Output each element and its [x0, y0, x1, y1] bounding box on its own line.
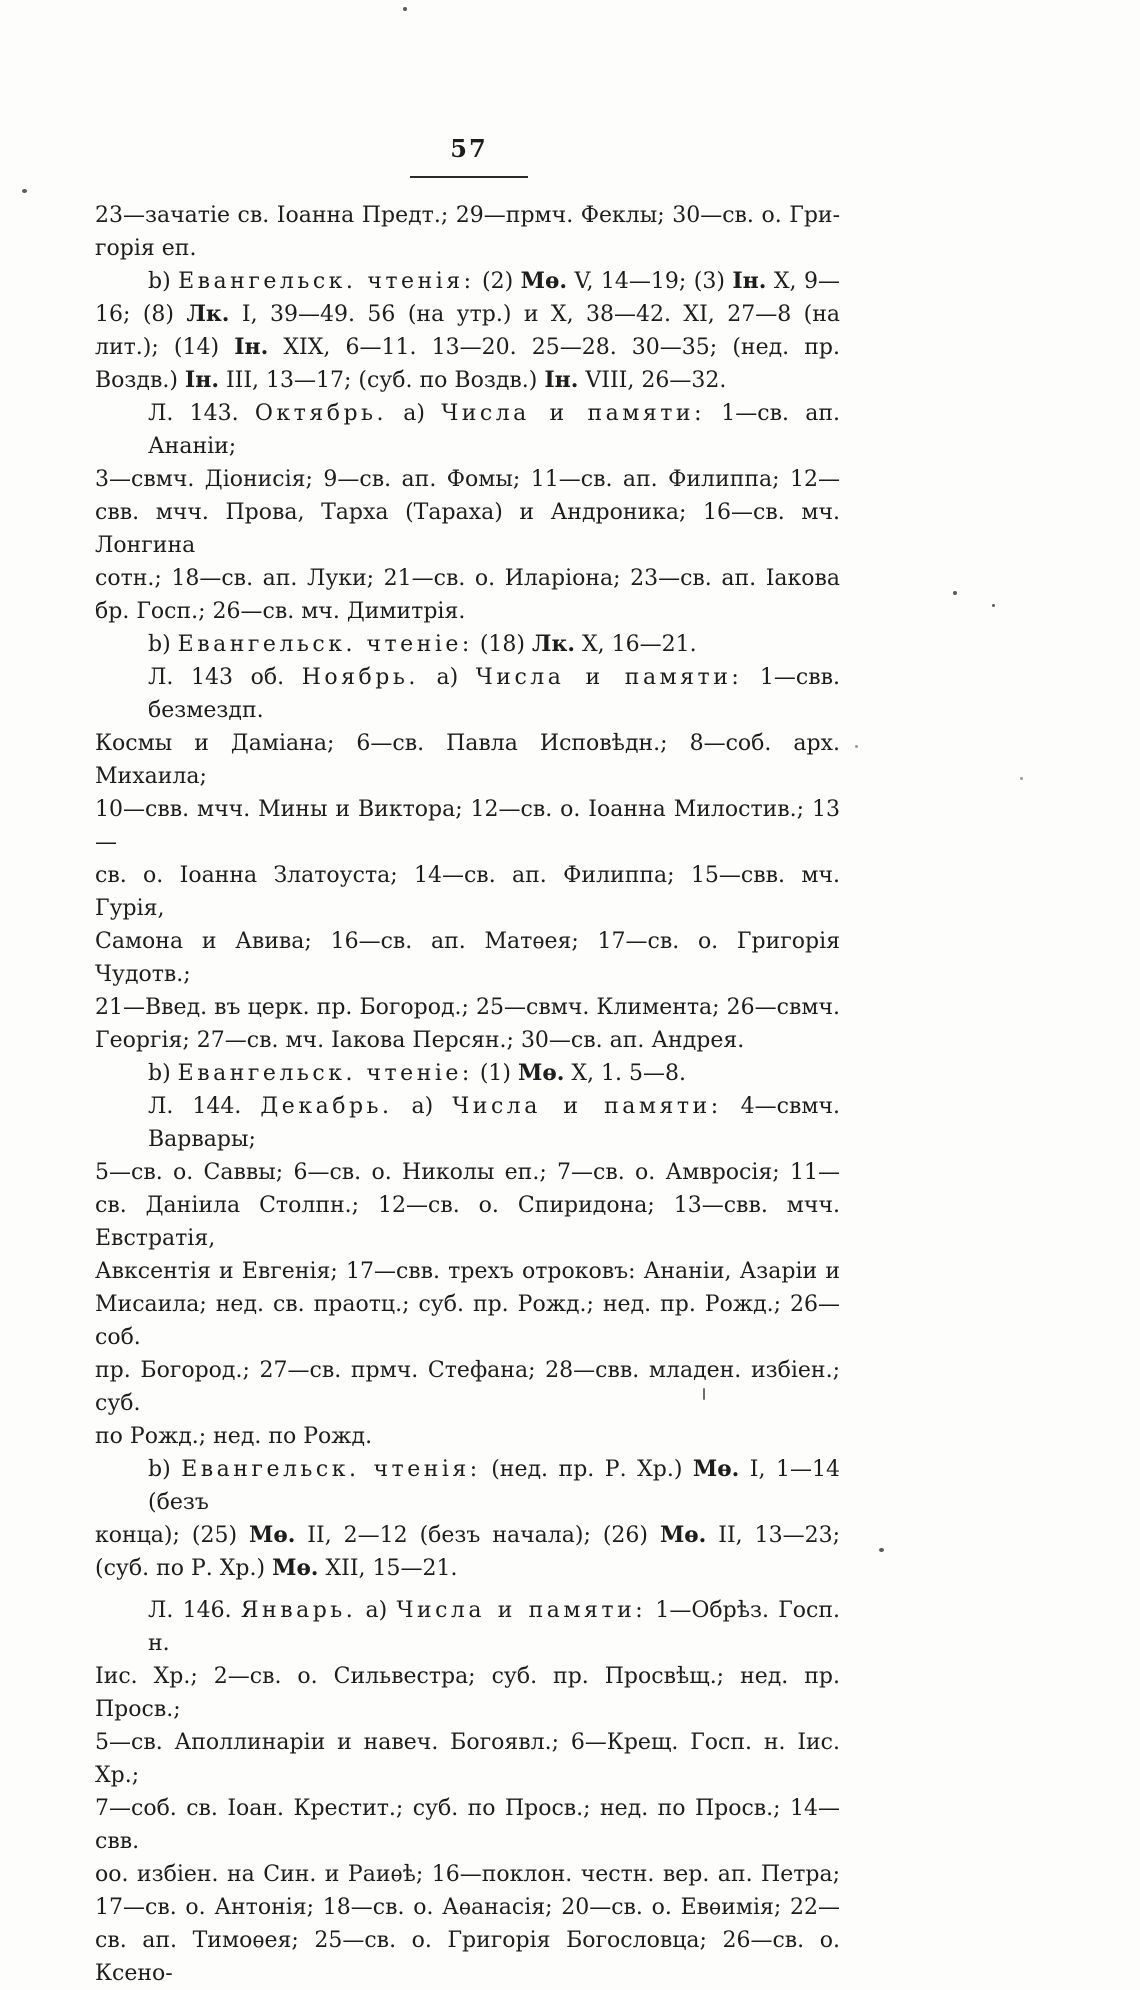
text-line — [95, 364, 840, 397]
text-line — [95, 265, 840, 298]
text-line — [95, 232, 840, 265]
text-segment: V, 14—19; (3) — [567, 269, 733, 294]
text-line — [95, 1792, 840, 1858]
gospel-abbreviation: Лк. — [531, 631, 575, 657]
text-segment: 7—соб. св. Іоан. Крестит.; суб. по Просв.; нед. по Просв.; 14—свв. — [95, 1796, 840, 1854]
text-segment: b) — [148, 1457, 182, 1482]
text-segment: 1—св. ап. Ананіи; — [148, 401, 840, 459]
text-segment: I, 39—49. 56 (на утр.) и X, 38—42. XI, 27—8 (на — [229, 302, 840, 327]
text-line — [95, 1255, 840, 1288]
text-segment: бр. Госп.; 26—св. мч. Димитрія. — [95, 599, 466, 624]
text-line — [95, 793, 840, 859]
text-segment: а) — [418, 665, 476, 690]
body-text — [95, 199, 840, 1990]
text-segment: 23—зачатіе св. Іоанна Предт.; 29—прмч. Феклы; 30—св. о. Гри- — [95, 203, 840, 228]
text-segment: 21—Введ. въ церк. пр. Богород.; 25—свмч. Климента; 26—свмч. — [95, 995, 840, 1020]
text-line — [95, 859, 840, 925]
text-segment: 10—свв. мчч. Мины и Виктора; 12—св. о. Іоанна Милостив.; 13— — [95, 797, 840, 855]
text-line — [95, 595, 840, 628]
text-segment: X, 9— — [766, 269, 840, 294]
text-segment: (нед. пр. Р. Хр.) — [480, 1457, 693, 1482]
text-segment: св. Даніила Столпн.; 12—св. о. Спиридона; 13—свв. мчч. Евстратія, — [95, 1193, 840, 1251]
gospel-abbreviation: Ін. — [544, 367, 579, 393]
spaced-heading: Ноябрь. — [301, 665, 419, 690]
gospel-abbreviation: Лк. — [186, 301, 230, 327]
text-line — [95, 991, 840, 1024]
text-segment: Л. 143 об. — [148, 665, 302, 690]
spaced-heading: Евангельск. чтеніе: — [177, 632, 473, 657]
text-segment: VIII, 26—32. — [578, 368, 727, 393]
text-segment: (1) — [472, 1061, 518, 1086]
text-line — [95, 661, 840, 727]
text-segment: св. о. Іоанна Златоуста; 14—св. ап. Филиппа; 15—свв. мч. Гурія, — [95, 863, 840, 921]
text-segment: пр. Богород.; 27—св. прмч. Стефана; 28—свв. младен. избіен.; суб. — [95, 1358, 840, 1416]
gospel-abbreviation: Ін. — [732, 268, 767, 294]
spaced-heading: Октябрь. — [254, 401, 387, 426]
text-line — [95, 1726, 840, 1792]
scan-speck — [22, 189, 27, 193]
text-line — [95, 1024, 840, 1057]
page-number: 57 — [450, 134, 488, 163]
spaced-heading: Евангельск. чтенія: — [181, 1457, 481, 1482]
text-line — [95, 1552, 840, 1585]
text-segment: (18) — [472, 632, 532, 657]
text-segment: Л. 144. — [148, 1094, 261, 1119]
text-line — [95, 1891, 840, 1924]
text-line — [95, 1924, 840, 1990]
spaced-heading: Числа и памяти: — [452, 1094, 722, 1119]
text-line — [95, 397, 840, 463]
text-segment: Л. 146. — [148, 1598, 241, 1623]
gospel-abbreviation: Ін. — [184, 367, 219, 393]
text-line — [95, 628, 840, 661]
text-segment: а) — [356, 1598, 397, 1623]
text-line — [95, 1090, 840, 1156]
text-line — [95, 925, 840, 991]
text-segment: 16; (8) — [95, 302, 187, 327]
text-line — [95, 1519, 840, 1552]
text-segment: Воздв.) — [95, 368, 185, 393]
text-segment: 4—свмч. Варвары; — [148, 1094, 841, 1152]
text-line — [95, 298, 840, 331]
text-line — [95, 1420, 840, 1453]
text-line — [95, 1858, 840, 1891]
gospel-abbreviation: Мѳ. — [517, 1060, 565, 1086]
scan-speck — [992, 604, 995, 607]
text-line — [95, 1189, 840, 1255]
text-line — [95, 1288, 840, 1354]
text-segment: 1—Обрѣз. Госп. н. — [148, 1598, 841, 1656]
text-segment: III, 13—17; (суб. по Воздв.) — [218, 368, 545, 393]
spaced-heading: Январь. — [240, 1598, 357, 1623]
text-segment: 3—свмч. Діонисія; 9—св. ап. Фомы; 11—св. ап. Филиппа; 12— — [95, 467, 840, 492]
text-segment: I, 1—14 (безъ — [148, 1457, 840, 1515]
text-line — [95, 1453, 840, 1519]
text-segment: X, 1. 5—8. — [564, 1061, 686, 1086]
spaced-heading: Евангельск. чтеніе: — [177, 1061, 473, 1086]
text-segment: XIX, 6—11. 13—20. 25—28. 30—35; (нед. пр. — [268, 335, 840, 360]
scan-speck — [1020, 777, 1023, 780]
text-segment: XII, 15—21. — [318, 1556, 458, 1581]
text-segment: Самона и Авива; 16—св. ап. Матѳея; 17—св. о. Григорія Чудотв.; — [95, 929, 840, 987]
gospel-abbreviation: Ін. — [234, 334, 269, 360]
text-segment: а) — [387, 401, 442, 426]
header-rule — [410, 176, 528, 178]
gospel-abbreviation: Мѳ. — [692, 1456, 740, 1482]
spaced-heading: Евангельск. чтенія: — [178, 269, 475, 294]
scan-speck — [953, 591, 957, 595]
text-line — [95, 562, 840, 595]
text-segment: оо. избіен. на Син. и Раиѳѣ; 16—поклон. честн. вер. ап. Петра; — [95, 1862, 840, 1887]
text-segment: II, 13—23; — [706, 1523, 840, 1548]
text-segment: Л. 143. — [148, 401, 255, 426]
text-segment: X, 16—21. — [575, 632, 697, 657]
text-segment: св. ап. Тимоѳея; 25—св. о. Григорія Богословца; 26—св. о. Ксено- — [95, 1928, 840, 1986]
text-line — [95, 1156, 840, 1189]
text-segment: а) — [392, 1094, 453, 1119]
text-line — [95, 1354, 840, 1420]
gospel-abbreviation: Мѳ. — [659, 1522, 707, 1548]
text-segment: 5—св. Аполлинаріи и навеч. Богоявл.; 6—Крещ. Госп. н. Іис. Хр.; — [95, 1730, 840, 1788]
text-line — [95, 496, 840, 562]
scan-speck — [403, 7, 407, 11]
text-line — [95, 199, 840, 232]
spaced-heading: Числа и памяти: — [396, 1598, 647, 1623]
text-line — [95, 1594, 840, 1660]
gospel-abbreviation: Мѳ. — [272, 1555, 319, 1581]
text-line — [95, 1660, 840, 1726]
text-segment: b) — [148, 1061, 178, 1086]
text-segment: 5—св. о. Саввы; 6—св. о. Николы еп.; 7—св. о. Амвросія; 11— — [95, 1160, 840, 1185]
text-segment: лит.); (14) — [95, 335, 235, 360]
text-segment: 1—свв. безмездп. — [148, 665, 841, 723]
text-segment: b) — [148, 269, 179, 294]
text-line — [95, 727, 840, 793]
text-segment: Авксентія и Евгенія; 17—свв. трехъ отроковъ: Ананіи, Азаріи и — [95, 1259, 840, 1284]
spaced-heading: Числа и памяти: — [441, 401, 705, 426]
text-segment: 17—св. о. Антонія; 18—св. о. Аѳанасія; 20—св. о. Евѳимія; 22— — [95, 1895, 840, 1920]
text-segment: горія еп. — [95, 236, 197, 261]
scan-speck — [855, 745, 858, 748]
text-segment: Георгія; 27—св. мч. Іакова Персян.; 30—св. ап. Андрея. — [95, 1028, 745, 1053]
gospel-abbreviation: Мѳ. — [248, 1522, 296, 1548]
spaced-heading: Числа и памяти: — [475, 665, 743, 690]
text-segment: Іис. Хр.; 2—св. о. Сильвестра; суб. пр. Просвѣщ.; нед. пр. Просв.; — [95, 1664, 840, 1722]
text-line — [95, 331, 840, 364]
text-segment: сотн.; 18—св. ап. Луки; 21—св. о. Иларіона; 23—св. ап. Іакова — [95, 566, 840, 591]
text-line — [95, 1057, 840, 1090]
text-segment: II, 2—12 (безъ начала); (26) — [295, 1523, 660, 1548]
text-segment: конца); (25) — [95, 1523, 249, 1548]
scan-speck — [879, 1548, 884, 1552]
spaced-heading: Декабрь. — [260, 1094, 393, 1119]
text-segment: свв. мчч. Прова, Тарха (Тараха) и Андроника; 16—св. мч. Лонгина — [95, 500, 840, 558]
text-segment: Мисаила; нед. св. праотц.; суб. пр. Рожд.; нед. пр. Рожд.; 26—соб. — [95, 1292, 840, 1350]
scan-scratch — [703, 1388, 705, 1400]
gospel-abbreviation: Мѳ. — [520, 268, 568, 294]
text-segment: по Рожд.; нед. по Рожд. — [95, 1424, 373, 1449]
text-segment: b) — [148, 632, 178, 657]
text-line — [95, 463, 840, 496]
text-segment: Космы и Даміана; 6—св. Павла Исповѣдн.; 8—соб. арх. Михаила; — [95, 731, 840, 789]
text-segment: (2) — [474, 269, 521, 294]
text-segment: (суб. по Р. Хр.) — [95, 1556, 273, 1581]
